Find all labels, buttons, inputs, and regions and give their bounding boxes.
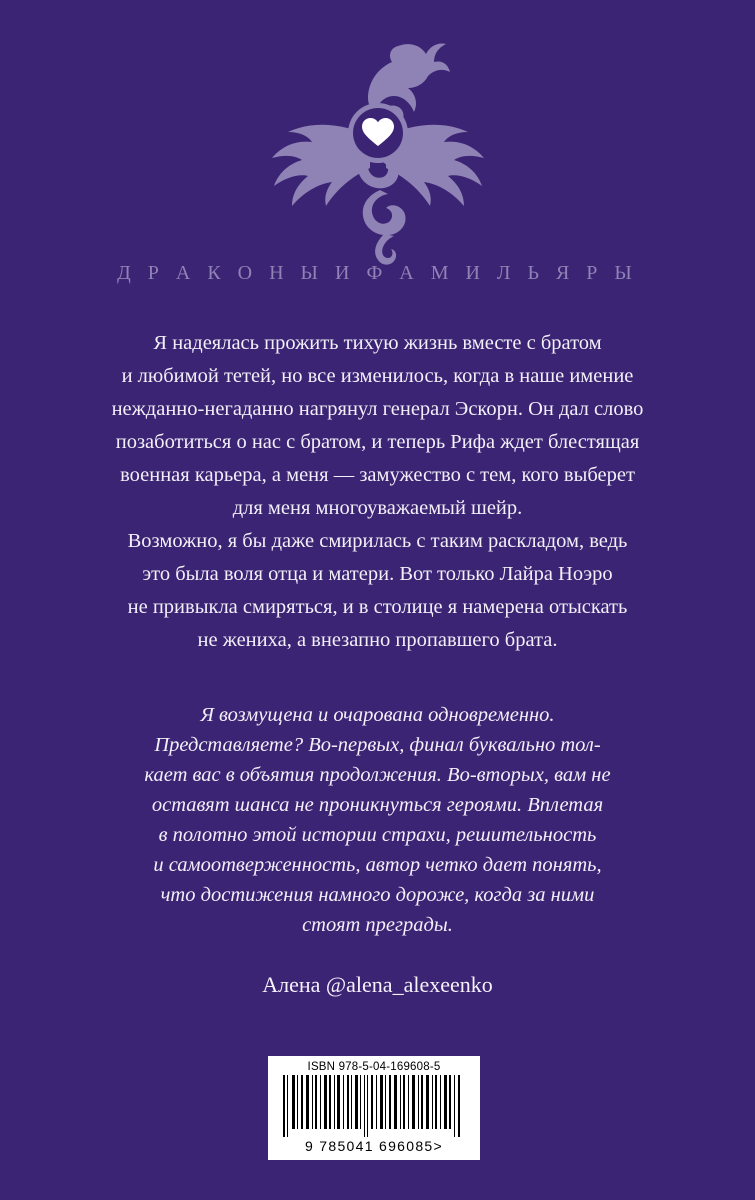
- dragon-heart-emblem-icon: [0, 28, 755, 268]
- review-line: Представляете? Во-первых, финал буквально тол-: [154, 734, 601, 756]
- blurb-line: военная карьера, а меня — замужество с тем, кого выберет: [120, 464, 635, 486]
- review-line: в полотно этой истории страхи, решительность: [158, 824, 597, 846]
- review-line: Я возмущена и очарована одновременно.: [200, 704, 555, 726]
- isbn-barcode-block: [268, 1056, 480, 1160]
- review-line: и самоотверженность, автор четко дает понять,: [153, 854, 602, 876]
- blurb-line: Я надеялась прожить тихую жизнь вместе с братом: [153, 332, 602, 354]
- blurb-line: Возможно, я бы даже смирилась с таким раскладом, ведь: [127, 530, 628, 552]
- blurb-text: [60, 328, 695, 656]
- blurb-line: это была воля отца и матери. Вот только Лайра Ноэро: [142, 563, 613, 585]
- review-line: что достижения намного дороже, когда за ними: [160, 884, 595, 906]
- barcode-digits: 9 785041 696085>: [305, 1138, 443, 1154]
- blurb-line: нежданно-негаданно нагрянул генерал Эскорн. Он дал слово: [111, 398, 644, 420]
- blurb-line: и любимой тетей, но все изменилось, когда в наше имение: [121, 365, 634, 387]
- ean13-barcode-icon: [281, 1075, 467, 1137]
- review-line: оставят шанса не проникнуться героями. Вплетая: [151, 794, 604, 816]
- isbn-label: ISBN 978-5-04-169608-5: [307, 1061, 441, 1073]
- series-label: Д Р А К О Н Ы И Ф А М И Л Ь Я Р Ы: [117, 262, 638, 284]
- review-quote: [60, 700, 695, 940]
- review-line: стоят преграды.: [302, 914, 453, 936]
- reviewer-attribution: Алена @alena_alexeenko: [262, 972, 493, 997]
- blurb-line: не жениха, а внезапно пропавшего брата.: [197, 629, 558, 651]
- blurb-line: для меня многоуважаемый шейр.: [232, 497, 523, 519]
- review-line: кает вас в объятия продолжения. Во-вторых, вам не: [144, 764, 611, 786]
- blurb-line: не привыкла смиряться, и в столице я намерена отыскать: [127, 596, 628, 618]
- blurb-line: позаботиться о нас с братом, и теперь Рифа ждет блестящая: [115, 431, 640, 453]
